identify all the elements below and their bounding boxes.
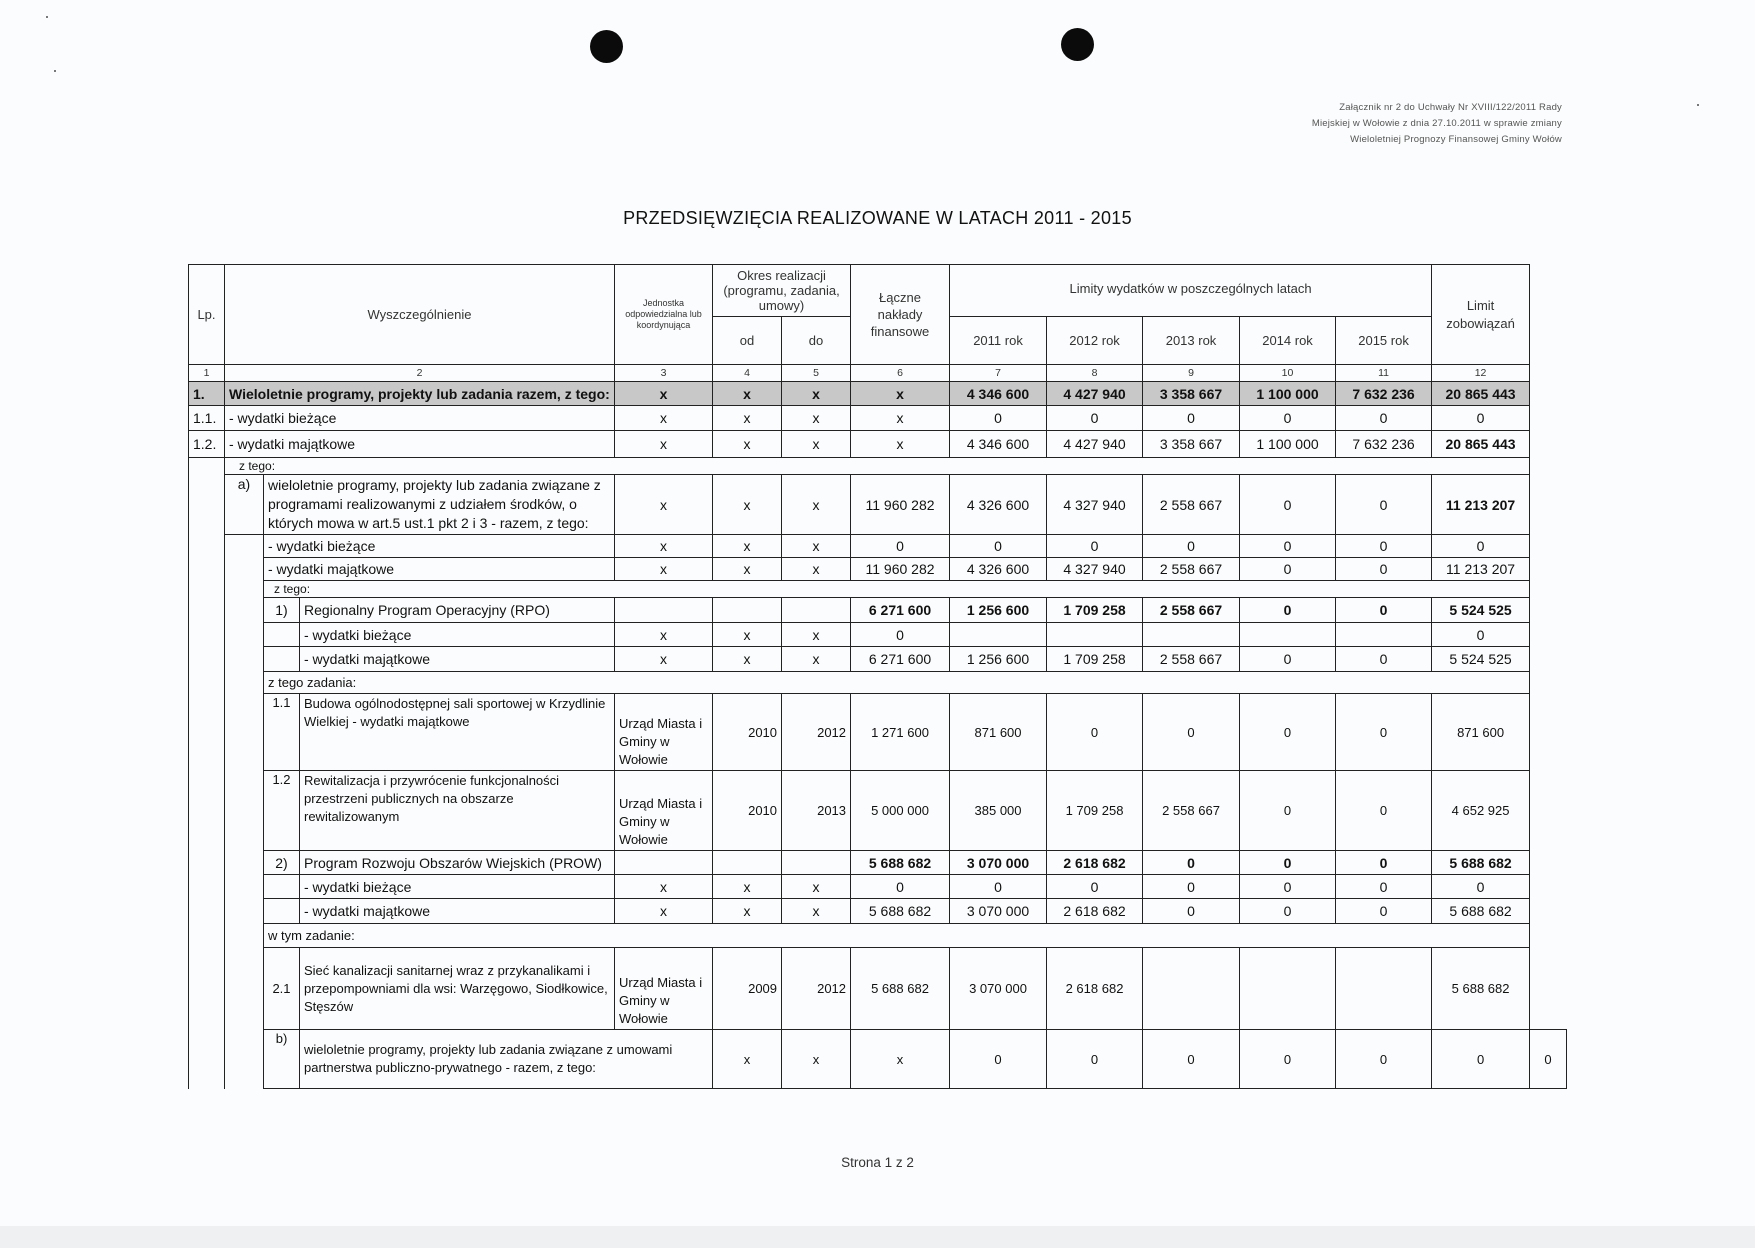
- cell-to: 2012: [782, 948, 851, 1030]
- cell-unit: [615, 598, 713, 623]
- cell-2013: 0: [1143, 851, 1240, 875]
- table-row: [189, 899, 1567, 924]
- table-row-b: [189, 1030, 1567, 1089]
- indent-column: [189, 458, 225, 1089]
- table-row: [189, 406, 1567, 431]
- cell-unit: x: [713, 1030, 782, 1089]
- section-label-row: [189, 581, 1567, 598]
- cell-unit: Urząd Miasta i Gminy w Wołowie: [615, 771, 713, 851]
- cell-limit: 5 688 682: [1432, 948, 1530, 1030]
- cell-2014: 0: [1240, 875, 1336, 899]
- column-number: 11: [1336, 365, 1432, 382]
- cell-from: x: [713, 431, 782, 458]
- attachment-note: [1312, 100, 1562, 148]
- cell-2014: 0: [1240, 475, 1336, 535]
- column-number-row: [189, 365, 1567, 382]
- cell-unit: Urząd Miasta i Gminy w Wołowie: [615, 694, 713, 771]
- section-label-row: [189, 672, 1567, 694]
- cell-limit: 4 652 925: [1432, 771, 1530, 851]
- column-number: 6: [851, 365, 950, 382]
- cell-unit: x: [615, 558, 713, 581]
- cell-2015: [1336, 948, 1432, 1030]
- cell-total: 0: [851, 623, 950, 647]
- cell-from: x: [713, 382, 782, 406]
- row-description: Regionalny Program Operacyjny (RPO): [300, 598, 615, 623]
- cell-total: 0: [950, 1030, 1047, 1089]
- cell-total: 5 000 000: [851, 771, 950, 851]
- cell-total: 0: [851, 875, 950, 899]
- cell-from: x: [713, 558, 782, 581]
- cell-2011: 4 326 600: [950, 475, 1047, 535]
- cell-2013: 3 358 667: [1143, 382, 1240, 406]
- cell-total: 5 688 682: [851, 851, 950, 875]
- cell-to: x: [782, 899, 851, 924]
- cell-limit: 0: [1432, 535, 1530, 558]
- cell-2013: 0: [1143, 535, 1240, 558]
- cell-from: 2010: [713, 771, 782, 851]
- cell-2012: 1 709 258: [1047, 771, 1143, 851]
- cell-2012: 1 709 258: [1047, 647, 1143, 672]
- cell-2013: 2 558 667: [1143, 558, 1240, 581]
- empty-cell: [264, 647, 300, 672]
- column-number: 7: [950, 365, 1047, 382]
- row-description: Wieloletnie programy, projekty lub zadania razem, z tego:: [225, 382, 615, 406]
- cell-2015: 0: [1336, 647, 1432, 672]
- cell-2011: 385 000: [950, 771, 1047, 851]
- header-year-2013: 2013 rok: [1143, 317, 1240, 365]
- cell-total: 11 960 282: [851, 558, 950, 581]
- header-year-2011: 2011 rok: [950, 317, 1047, 365]
- header-description: Wyszczególnienie: [225, 265, 615, 365]
- cell-2014: 0: [1240, 406, 1336, 431]
- table-row: [189, 535, 1567, 558]
- cell-unit: x: [615, 647, 713, 672]
- empty-cell: [264, 623, 300, 647]
- cell-limit: 0: [1432, 623, 1530, 647]
- cell-limit: 0: [1432, 875, 1530, 899]
- cell-2011: 0: [950, 535, 1047, 558]
- cell-2015: 0: [1432, 1030, 1530, 1089]
- cell-2012: 0: [1143, 1030, 1240, 1089]
- cell-to: [782, 598, 851, 623]
- row-description: Rewitalizacja i przywrócenie funkcjonalności przestrzeni publicznych na obszarze rewitalizowanym: [300, 771, 615, 851]
- row-lp: 1.2: [264, 771, 300, 851]
- table-row-task: [189, 948, 1567, 1030]
- cell-to: x: [782, 623, 851, 647]
- cell-to: x: [782, 382, 851, 406]
- cell-limit: 11 213 207: [1432, 475, 1530, 535]
- projects-table: [188, 264, 1567, 1089]
- cell-to: x: [782, 406, 851, 431]
- cell-2011: 0: [1047, 1030, 1143, 1089]
- cell-2015: [1336, 623, 1432, 647]
- cell-total: 5 688 682: [851, 948, 950, 1030]
- cell-2015: 0: [1336, 875, 1432, 899]
- header-year-2014: 2014 rok: [1240, 317, 1336, 365]
- table-row: [189, 623, 1567, 647]
- column-number: 9: [1143, 365, 1240, 382]
- cell-from: x: [713, 535, 782, 558]
- cell-2014: [1240, 948, 1336, 1030]
- row-lp: 2): [264, 851, 300, 875]
- cell-2011: 4 326 600: [950, 558, 1047, 581]
- cell-2015: 0: [1336, 558, 1432, 581]
- cell-2014: 0: [1240, 694, 1336, 771]
- cell-unit: [615, 851, 713, 875]
- cell-total: 6 271 600: [851, 598, 950, 623]
- cell-2015: 0: [1336, 475, 1432, 535]
- row-lp: b): [264, 1030, 300, 1089]
- cell-unit: x: [615, 382, 713, 406]
- section-label: w tym zadanie:: [264, 924, 1530, 948]
- cell-2011: 0: [950, 406, 1047, 431]
- table-row-total: [189, 382, 1567, 406]
- header-to: do: [782, 317, 851, 365]
- cell-2014: 0: [1240, 558, 1336, 581]
- cell-2011: 3 070 000: [950, 851, 1047, 875]
- cell-2013: 2 558 667: [1143, 647, 1240, 672]
- cell-to: x: [782, 647, 851, 672]
- attachment-line: Załącznik nr 2 do Uchwały Nr XVIII/122/2011 Rady: [1339, 102, 1562, 113]
- cell-2012: 2 618 682: [1047, 851, 1143, 875]
- cell-2012: 4 327 940: [1047, 475, 1143, 535]
- row-lp: 1.1.: [189, 406, 225, 431]
- cell-from: x: [713, 475, 782, 535]
- scan-speck: [1697, 104, 1699, 106]
- cell-unit: x: [615, 899, 713, 924]
- row-description: - wydatki bieżące: [225, 406, 615, 431]
- column-number: 1: [189, 365, 225, 382]
- header-year-2015: 2015 rok: [1336, 317, 1432, 365]
- column-number: 12: [1432, 365, 1530, 382]
- cell-2014: 0: [1240, 899, 1336, 924]
- scan-speck: [46, 16, 48, 18]
- cell-2015: 0: [1336, 406, 1432, 431]
- cell-2011: 4 346 600: [950, 431, 1047, 458]
- cell-2013: 2 558 667: [1143, 475, 1240, 535]
- header-period: Okres realizacji (programu, zadania, umowy): [713, 265, 851, 317]
- cell-2012: 0: [1047, 875, 1143, 899]
- cell-2015: 0: [1336, 899, 1432, 924]
- attachment-line: Wieloletniej Prognozy Finansowej Gminy Wołów: [1350, 134, 1562, 145]
- cell-unit: x: [615, 475, 713, 535]
- cell-total: 5 688 682: [851, 899, 950, 924]
- cell-2011: 3 070 000: [950, 899, 1047, 924]
- cell-2015: 0: [1336, 598, 1432, 623]
- cell-2012: [1047, 623, 1143, 647]
- page-title: PRZEDSIĘWZIĘCIA REALIZOWANE W LATACH 2011 - 2015: [623, 208, 1132, 228]
- cell-unit: x: [615, 406, 713, 431]
- table-row: [189, 558, 1567, 581]
- row-lp: a): [225, 475, 264, 535]
- cell-2015: 0: [1336, 771, 1432, 851]
- header-lp: Lp.: [189, 265, 225, 365]
- indent-column: [225, 535, 264, 1089]
- cell-unit: x: [615, 875, 713, 899]
- cell-to: x: [851, 1030, 950, 1089]
- scan-edge: [0, 1226, 1755, 1248]
- table-row: [189, 647, 1567, 672]
- cell-total: x: [851, 431, 950, 458]
- cell-2013: 2 558 667: [1143, 598, 1240, 623]
- cell-total: 0: [851, 535, 950, 558]
- cell-2014: 0: [1240, 771, 1336, 851]
- section-label-row: [189, 458, 1567, 475]
- cell-2011: 871 600: [950, 694, 1047, 771]
- row-lp: 2.1: [264, 948, 300, 1030]
- cell-to: 2013: [782, 771, 851, 851]
- cell-to: x: [782, 475, 851, 535]
- row-description: wieloletnie programy, projekty lub zadania związane z programami realizowanymi z udziałem środków, o których mowa w art.5 ust.1 pkt 2 i 3 - razem, z tego:: [264, 475, 615, 535]
- cell-2013: [1143, 948, 1240, 1030]
- cell-to: x: [782, 535, 851, 558]
- cell-limit: 5 524 525: [1432, 647, 1530, 672]
- column-number: 8: [1047, 365, 1143, 382]
- row-description: Budowa ogólnodostępnej sali sportowej w Krzydlinie Wielkiej - wydatki majątkowe: [300, 694, 615, 771]
- cell-2012: 4 427 940: [1047, 382, 1143, 406]
- cell-2013: 0: [1143, 406, 1240, 431]
- cell-total: x: [851, 382, 950, 406]
- column-number: 5: [782, 365, 851, 382]
- cell-to: x: [782, 558, 851, 581]
- cell-2011: [950, 623, 1047, 647]
- column-number: 10: [1240, 365, 1336, 382]
- attachment-line: Miejskiej w Wołowie z dnia 27.10.2011 w sprawie zmiany: [1311, 118, 1562, 129]
- cell-2012: 0: [1047, 694, 1143, 771]
- table-row-task: [189, 694, 1567, 771]
- row-description: - wydatki majątkowe: [300, 647, 615, 672]
- row-lp: 1): [264, 598, 300, 623]
- cell-2012: 0: [1047, 406, 1143, 431]
- cell-from: 2009: [713, 948, 782, 1030]
- cell-2014: 0: [1240, 647, 1336, 672]
- cell-2013: 0: [1143, 875, 1240, 899]
- header-obligation-limit: Limit zobowiązań: [1432, 265, 1530, 365]
- cell-from: x: [713, 647, 782, 672]
- page-number: Strona 1 z 2: [841, 1155, 914, 1170]
- header-from: od: [713, 317, 782, 365]
- cell-2013: 0: [1143, 694, 1240, 771]
- cell-limit: 0: [1530, 1030, 1567, 1089]
- table-row-a: [189, 475, 1567, 535]
- cell-from: x: [713, 623, 782, 647]
- header-total-cost: Łączne nakłady finansowe: [851, 265, 950, 365]
- header-year-limits: Limity wydatków w poszczególnych latach: [950, 265, 1432, 317]
- cell-2011: 0: [950, 875, 1047, 899]
- cell-2011: 4 346 600: [950, 382, 1047, 406]
- cell-2014: 0: [1240, 851, 1336, 875]
- table-row-program-1: [189, 598, 1567, 623]
- cell-total: 6 271 600: [851, 647, 950, 672]
- punch-hole-left: [590, 30, 623, 63]
- section-label-row: [189, 924, 1567, 948]
- cell-2012: 4 327 940: [1047, 558, 1143, 581]
- empty-cell: [264, 875, 300, 899]
- punch-hole-right: [1061, 28, 1094, 61]
- cell-to: [782, 851, 851, 875]
- cell-to: 2012: [782, 694, 851, 771]
- cell-2013: 2 558 667: [1143, 771, 1240, 851]
- row-description: - wydatki majątkowe: [300, 899, 615, 924]
- cell-from: x: [713, 899, 782, 924]
- cell-limit: 20 865 443: [1432, 431, 1530, 458]
- cell-from: x: [713, 875, 782, 899]
- cell-2015: 7 632 236: [1336, 431, 1432, 458]
- row-description: - wydatki majątkowe: [264, 558, 615, 581]
- cell-2012: 0: [1047, 535, 1143, 558]
- row-description: - wydatki majątkowe: [225, 431, 615, 458]
- cell-2012: 1 709 258: [1047, 598, 1143, 623]
- cell-2015: 7 632 236: [1336, 382, 1432, 406]
- cell-limit: 871 600: [1432, 694, 1530, 771]
- cell-2012: 2 618 682: [1047, 899, 1143, 924]
- cell-2011: 1 256 600: [950, 647, 1047, 672]
- section-label: z tego zadania:: [264, 672, 1530, 694]
- row-description: - wydatki bieżące: [264, 535, 615, 558]
- cell-2012: 4 427 940: [1047, 431, 1143, 458]
- cell-to: x: [782, 431, 851, 458]
- table-row: [189, 875, 1567, 899]
- cell-2015: 0: [1336, 851, 1432, 875]
- cell-2011: 3 070 000: [950, 948, 1047, 1030]
- cell-total: x: [851, 406, 950, 431]
- cell-2013: 3 358 667: [1143, 431, 1240, 458]
- column-number: 3: [615, 365, 713, 382]
- cell-from: x: [713, 406, 782, 431]
- row-lp: 1.2.: [189, 431, 225, 458]
- cell-from: [713, 598, 782, 623]
- cell-unit: x: [615, 535, 713, 558]
- cell-2012: 2 618 682: [1047, 948, 1143, 1030]
- cell-2014: 1 100 000: [1240, 382, 1336, 406]
- cell-2013: [1143, 623, 1240, 647]
- cell-2014: 0: [1240, 535, 1336, 558]
- cell-2015: 0: [1336, 535, 1432, 558]
- section-label: z tego:: [225, 458, 1530, 475]
- row-description: - wydatki bieżące: [300, 623, 615, 647]
- cell-limit: 20 865 443: [1432, 382, 1530, 406]
- table-row: [189, 431, 1567, 458]
- cell-2014: [1240, 623, 1336, 647]
- cell-limit: 5 688 682: [1432, 851, 1530, 875]
- cell-limit: 11 213 207: [1432, 558, 1530, 581]
- cell-from: 2010: [713, 694, 782, 771]
- cell-2014: 0: [1336, 1030, 1432, 1089]
- row-lp: 1.: [189, 382, 225, 406]
- cell-limit: 5 688 682: [1432, 899, 1530, 924]
- row-description: Sieć kanalizacji sanitarnej wraz z przykanalikami i przepompowniami dla wsi: Warzęgowo, Siodłkowice, Stęszów: [300, 948, 615, 1030]
- cell-2011: 1 256 600: [950, 598, 1047, 623]
- empty-cell: [264, 899, 300, 924]
- cell-to: x: [782, 875, 851, 899]
- cell-limit: 5 524 525: [1432, 598, 1530, 623]
- cell-total: 1 271 600: [851, 694, 950, 771]
- cell-from: [713, 851, 782, 875]
- cell-2013: 0: [1240, 1030, 1336, 1089]
- cell-total: 11 960 282: [851, 475, 950, 535]
- header-year-2012: 2012 rok: [1047, 317, 1143, 365]
- column-number: 2: [225, 365, 615, 382]
- table-row-program-2: [189, 851, 1567, 875]
- cell-unit: x: [615, 623, 713, 647]
- cell-limit: 0: [1432, 406, 1530, 431]
- cell-2013: 0: [1143, 899, 1240, 924]
- cell-unit: x: [615, 431, 713, 458]
- header-unit: Jednostka odpowiedzialna lub koordynująca: [615, 265, 713, 365]
- scan-speck: [54, 70, 56, 72]
- table-row-task: [189, 771, 1567, 851]
- row-lp: 1.1: [264, 694, 300, 771]
- cell-unit: Urząd Miasta i Gminy w Wołowie: [615, 948, 713, 1030]
- cell-2014: 1 100 000: [1240, 431, 1336, 458]
- row-description: wieloletnie programy, projekty lub zadania związane z umowami partnerstwa publiczno-prywatnego - razem, z tego:: [300, 1030, 713, 1089]
- cell-from: x: [782, 1030, 851, 1089]
- column-number: 4: [713, 365, 782, 382]
- cell-2014: 0: [1240, 598, 1336, 623]
- row-description: - wydatki bieżące: [300, 875, 615, 899]
- section-label: z tego:: [264, 581, 1530, 598]
- row-description: Program Rozwoju Obszarów Wiejskich (PROW): [300, 851, 615, 875]
- cell-2015: 0: [1336, 694, 1432, 771]
